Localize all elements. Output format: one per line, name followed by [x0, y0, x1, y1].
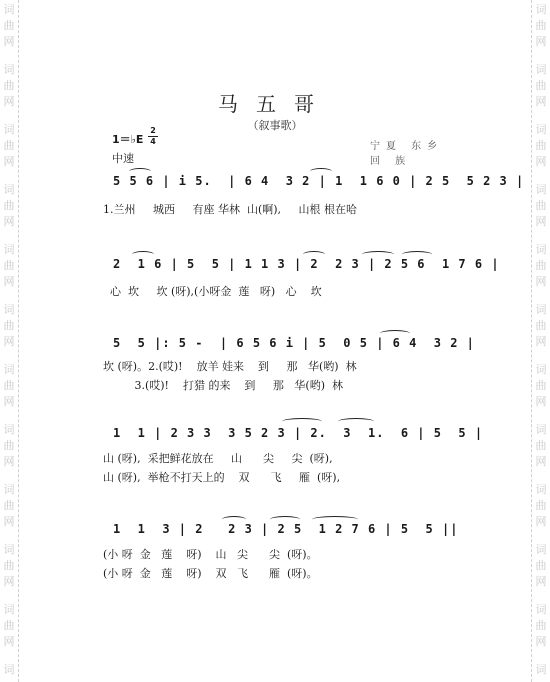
watermark-glyph: 网 — [3, 155, 15, 168]
watermark-glyph: 曲 — [3, 139, 15, 152]
slur — [362, 251, 394, 258]
watermark-glyph: 曲 — [3, 439, 15, 452]
watermark-glyph: 曲 — [535, 379, 547, 392]
watermark-glyph: 词 — [535, 483, 547, 496]
song-title: 马五哥 — [218, 92, 332, 116]
watermark-glyph: 网 — [535, 635, 547, 648]
key-signature: 1＝♭E — [112, 133, 144, 146]
watermark-glyph: 网 — [3, 35, 15, 48]
watermark-glyph: 曲 — [3, 19, 15, 32]
watermark-glyph: 曲 — [3, 259, 15, 272]
watermark-glyph: 网 — [3, 635, 15, 648]
lyrics-line-3b: 3.(哎)! 打猎 的来 到 那 华(哟) 林 — [103, 379, 343, 392]
watermark-glyph: 词 — [3, 423, 15, 436]
watermark-glyph: 网 — [3, 275, 15, 288]
song-subtitle: （叙事歌） — [247, 119, 303, 132]
lyrics-line-2: 心 坎 坎 (呀),(小呀金 莲 呀) 心 坎 — [103, 285, 322, 298]
lyrics-line-4b: 山 (呀), 举枪不打天上的 双 飞 雁 (呀), — [103, 471, 341, 484]
watermark-glyph: 曲 — [535, 439, 547, 452]
watermark-glyph: 曲 — [3, 619, 15, 632]
slur — [129, 168, 151, 175]
lyrics-line-5b: (小 呀 金 莲 呀) 双 飞 雁 (呀)。 — [103, 567, 318, 580]
watermark-glyph: 网 — [535, 575, 547, 588]
watermark-glyph: 曲 — [535, 19, 547, 32]
lyrics-line-3a: 坎 (呀)。2.(哎)! 放羊 娃来 到 那 华(哟) 林 — [103, 360, 357, 373]
watermark-glyph: 词 — [535, 303, 547, 316]
credit-origin: 宁夏 东乡 — [370, 141, 444, 152]
watermark-glyph: 词 — [3, 483, 15, 496]
lyrics-line-4a: 山 (呀), 采把鲜花放在 山 尖 尖 (呀), — [103, 452, 333, 465]
lyrics-line-5a: (小 呀 金 莲 呀) 山 尖 尖 (呀)。 — [103, 548, 318, 561]
slur — [312, 516, 358, 523]
watermark-glyph: 网 — [535, 335, 547, 348]
watermark-glyph: 网 — [535, 515, 547, 528]
watermark-glyph: 词 — [3, 3, 15, 16]
watermark-glyph: 曲 — [3, 199, 15, 212]
watermark-glyph: 词 — [3, 363, 15, 376]
meter-bottom: 4 — [150, 137, 156, 146]
watermark-glyph: 词 — [3, 663, 15, 676]
watermark-glyph: 网 — [3, 515, 15, 528]
lyrics-line-1: 1.兰州 城西 有座 华林 山(啊), 山根 根在哈 — [103, 203, 358, 216]
watermark-glyph: 网 — [3, 395, 15, 408]
watermark-glyph: 词 — [3, 63, 15, 76]
watermark-glyph: 曲 — [535, 559, 547, 572]
watermark-glyph: 网 — [535, 275, 547, 288]
watermark-glyph: 词 — [3, 183, 15, 196]
watermark-glyph: 曲 — [535, 79, 547, 92]
watermark-glyph: 网 — [3, 95, 15, 108]
watermark-glyph: 曲 — [535, 619, 547, 632]
meter-top: 2 — [150, 126, 156, 135]
notation-line-1: 5 5 6 | i 5. | 6 4 3 2 | 1 1 6 0 | 2 5 5 2 3 | — [113, 174, 525, 188]
watermark-glyph: 曲 — [3, 499, 15, 512]
watermark-glyph: 网 — [3, 335, 15, 348]
watermark-glyph: 词 — [3, 543, 15, 556]
watermark-glyph: 词 — [535, 423, 547, 436]
watermark-glyph: 词 — [3, 303, 15, 316]
notation-line-5: 1 1 3 | 2 2 3 | 2 5 1 2 7 6 | 5 5 || — [113, 522, 459, 536]
slur — [282, 418, 322, 425]
watermark-glyph: 网 — [535, 95, 547, 108]
watermark-glyph: 网 — [3, 215, 15, 228]
slur — [132, 251, 154, 258]
notation-line-4: 1 1 | 2 3 3 3 5 2 3 | 2. 3 1. 6 | 5 5 | — [113, 426, 484, 440]
watermark-glyph: 网 — [535, 155, 547, 168]
watermark-glyph: 词 — [535, 243, 547, 256]
watermark-glyph: 词 — [535, 363, 547, 376]
watermark-glyph: 曲 — [3, 319, 15, 332]
watermark-glyph: 网 — [535, 215, 547, 228]
slur — [303, 251, 325, 258]
watermark-glyph: 词 — [3, 243, 15, 256]
watermark-glyph: 曲 — [535, 499, 547, 512]
watermark-glyph: 曲 — [535, 259, 547, 272]
watermark-glyph: 词 — [535, 123, 547, 136]
watermark-glyph: 词 — [535, 543, 547, 556]
slur — [222, 516, 246, 523]
watermark-glyph: 网 — [535, 395, 547, 408]
time-signature — [148, 127, 158, 146]
watermark-glyph: 词 — [535, 3, 547, 16]
watermark-glyph: 网 — [535, 35, 547, 48]
watermark-glyph: 词 — [535, 183, 547, 196]
slur — [402, 251, 432, 258]
watermark-glyph: 曲 — [3, 379, 15, 392]
watermark-glyph: 曲 — [535, 319, 547, 332]
tempo-marking: 中速 — [112, 152, 134, 165]
slur — [338, 418, 374, 425]
watermark-glyph: 曲 — [535, 199, 547, 212]
watermark-glyph: 网 — [3, 455, 15, 468]
slur — [310, 168, 332, 175]
credit-ethnicity: 回 族 — [370, 156, 412, 167]
watermark-glyph: 曲 — [3, 559, 15, 572]
slur — [380, 330, 410, 337]
slur — [270, 516, 300, 523]
watermark-glyph: 曲 — [535, 139, 547, 152]
watermark-glyph: 词 — [535, 663, 547, 676]
watermark-glyph: 词 — [3, 123, 15, 136]
watermark-glyph: 词 — [3, 603, 15, 616]
notation-line-3: 5 5 |: 5 - | 6 5 6 i | 5 0 5 | 6 4 3 2 | — [113, 336, 475, 350]
watermark-glyph: 词 — [535, 63, 547, 76]
notation-line-2: 2 1 6 | 5 5 | 1 1 3 | 2 2 3 | 2 5 6 1 7 6 | — [113, 257, 500, 271]
watermark-glyph: 网 — [535, 455, 547, 468]
watermark-glyph: 曲 — [3, 79, 15, 92]
watermark-glyph: 词 — [535, 603, 547, 616]
watermark-glyph: 网 — [3, 575, 15, 588]
